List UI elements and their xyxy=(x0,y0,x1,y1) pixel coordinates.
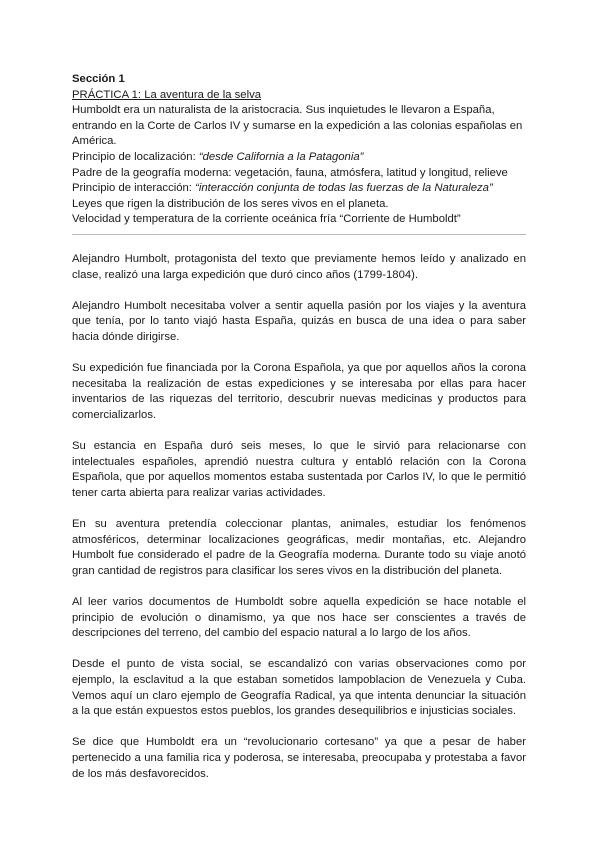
paragraph-6: Al leer varios documentos de Humboldt sobre aquella expedición se hace notable el principio de evolución o dinamismo, ya que nos hace ser conscientes a través de descripciones del terreno, del cambio del espacio natural a lo largo de los años. xyxy=(72,596,526,640)
padre-line: Padre de la geografía moderna: vegetación, fauna, atmósfera, latitud y longitud, relieve xyxy=(72,166,508,179)
paragraph-7: Desde el punto de vista social, se escandalizó con varias observaciones como por ejemplo, la esclavitud a la que estaban sometidos lampoblacion de Venezuela y Cuba. Vemos aquí un claro ejemplo de Geografía Radical, ya que intenta denunciar la situación a la que están expuestos estos pueblos, los grandes desequilibrios e injusticias sociales. xyxy=(72,658,526,718)
interaccion-quote: “interacción conjunta de todas las fuerzas de la Naturaleza” xyxy=(195,182,493,195)
localizacion-line xyxy=(72,150,526,166)
paragraph-8: Se dice que Humboldt era un “revolucionario cortesano” ya que a pesar de haber pertenecido a una familia rica y poderosa, se interesaba, preocupaba y protestaba a favor de los más desfavorecidos. xyxy=(72,736,526,780)
intro-text: Humboldt era un naturalista de la aristocracia. Sus inquietudes le llevaron a España, entrando en la Corte de Carlos IV y sumarse en la expedición a las colonias españolas en América. xyxy=(72,104,523,148)
practica-title: PRÁCTICA 1: La aventura de la selva xyxy=(72,88,262,101)
localizacion-label: Principio de localización: xyxy=(72,150,199,163)
paragraph-5: En su aventura pretendía coleccionar plantas, animales, estudiar los fenómenos atmosféricos, determinar localizaciones geográficas, medir montañas, etc. Alejandro Humbolt fue considerado el padre de la Geografía moderna. Durante todo su viaje anotó gran cantidad de registros para clasificar los seres vivos en la distribución del planeta. xyxy=(72,518,526,577)
interaccion-line xyxy=(72,181,526,197)
velocidad-line: Velocidad y temperatura de la corriente oceánica fría “Corriente de Humboldt” xyxy=(72,213,461,226)
paragraph-2: Alejandro Humbolt necesitaba volver a sentir aquella pasión por los viajes y la aventura que tenía, por lo tanto viajó hasta España, quizás en busca de una idea o para saber hacia dónde dirigirse. xyxy=(72,299,526,343)
paragraph-1: Alejandro Humbolt, protagonista del texto que previamente hemos leído y analizado en clase, realizó una larga expedición que duró cinco años (1799-1804). xyxy=(72,252,526,281)
document-page xyxy=(72,72,526,798)
interaccion-label: Principio de interacción: xyxy=(72,182,196,195)
leyes-line: Leyes que rigen la distribución de los seres vivos en el planeta. xyxy=(72,197,389,210)
localizacion-quote: “desde California a la Patagonia” xyxy=(198,150,364,163)
divider xyxy=(72,234,526,235)
section-title: Sección 1 xyxy=(72,73,125,85)
paragraph-3: Su expedición fue financiada por la Corona Española, ya que por aquellos años la corona necesitaba la realización de estas expediciones y se interesaba por ellas para hacer inventarios de las riquezas del territorio, descubrir nuevas medicinas y productos para comercializarlos. xyxy=(72,362,526,421)
paragraph-4: Su estancia en España duró seis meses, lo que le sirvió para relacionarse con intelectuales españoles, aprendió nuestra cultura y entabló relación con la Corona Española, que por aquellos momentos estaba sustentada por Carlos IV, lo que le permitió tener carta abierta para realizar varias actividades. xyxy=(72,440,526,499)
